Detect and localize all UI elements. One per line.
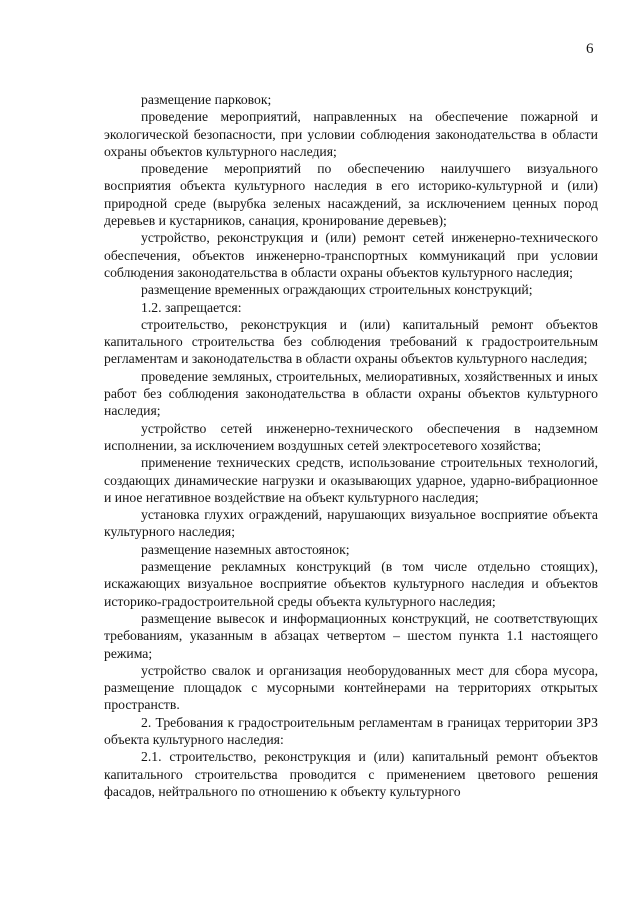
paragraph: 1.2. запрещается: [141,299,242,315]
paragraph: применение технических средств, использование строительных технологий, создающих динамические нагрузки и оказывающих ударное, ударно-вибрационное и иное негативное воздействие на объект культурного наследия; [104,455,598,505]
paragraph: проведение земляных, строительных, мелиоративных, хозяйственных и иных работ без соблюдения законодательства в области охраны объектов культурного наследия; [104,368,598,419]
paragraph: устройство, реконструкция и (или) ремонт сетей инженерно-технического обеспечения, объектов инженерно-транспортных коммуникаций при условии соблюдения законодательства в области охраны объектов культурного наследия; [104,230,598,280]
paragraph: размещение вывесок и информационных конструкций, не соответствующих требованиям, указанным в абзацах четвертом – шестом пункта 1.1 настоящего режима; [104,610,598,661]
section-heading: 2. Требования к градостроительным регламентам в границах территории ЗРЗ объекта культурного наследия: [104,714,598,747]
document-body [104,91,598,800]
paragraph: размещение парковок; [141,92,272,107]
paragraph: устройство сетей инженерно-технического обеспечения в надземном исполнении, за исключением воздушных сетей электросетевого хозяйства; [104,420,598,453]
paragraph: проведение мероприятий по обеспечению наилучшего визуального восприятия объекта культурного наследия в его историко-культурной и (или) природной среде (вырубка зеленых насаждений, за исключением ценных пород деревьев и кустарников, санация, кронирование деревьев); [104,161,598,229]
page-number: 6 [586,41,594,57]
paragraph: строительство, реконструкция и (или) капитальный ремонт объектов капитального строительства без соблюдения требований к градостроительным регламентам и законодательства в области охраны объектов культурного наследия; [104,316,598,367]
paragraph: размещение наземных автостоянок; [141,541,350,557]
paragraph: устройство свалок и организация необорудованных мест для сбора мусора, размещение площадок с мусорными контейнерами на территориях открытых пространств. [104,662,598,713]
paragraph: размещение временных ограждающих строительных конструкций; [141,282,533,298]
paragraph: размещение рекламных конструкций (в том числе отдельно стоящих), искажающих визуальное восприятие объектов культурного наследия и объектов историко-градостроительной среды объекта культурного наследия; [104,559,598,609]
paragraph: 2.1. строительство, реконструкция и (или) капитальный ремонт объектов капитального строительства проводится с применением цветового решения фасадов, нейтрального по отношению к объекту культурного [104,749,598,799]
paragraph: установка глухих ограждений, нарушающих визуальное восприятие объекта культурного наследия; [104,507,598,540]
paragraph: проведение мероприятий, направленных на обеспечение пожарной и экологической безопасности, при условии соблюдения законодательства в области охраны объектов культурного наследия; [104,109,598,159]
